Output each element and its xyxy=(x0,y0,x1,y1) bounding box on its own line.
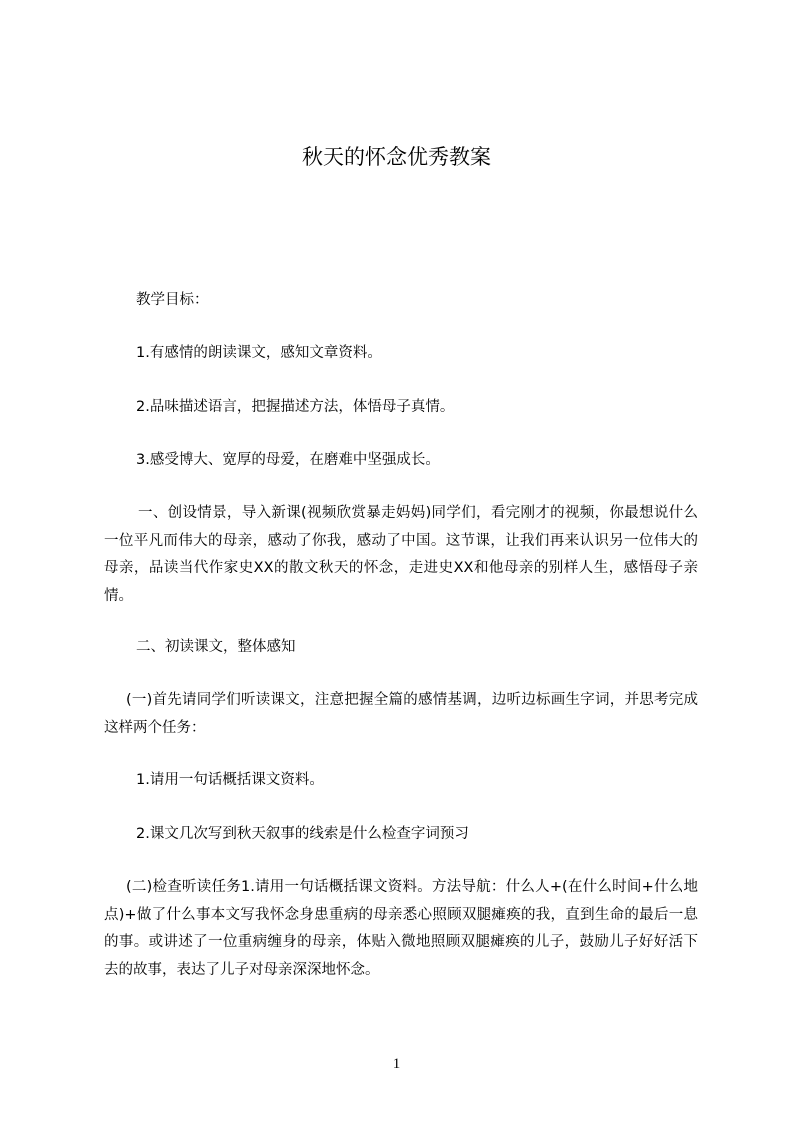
section-two-paragraph: (一)首先请同学们听读课文，注意把握全篇的感情基调，边听边标画生字词，并思考完成这样两个任务： xyxy=(104,692,698,736)
objectives-heading: 教学目标： xyxy=(136,292,209,308)
objective-item: 3.感受博大、宽厚的母爱，在磨难中坚强成长。 xyxy=(136,452,440,468)
section-two-detail-paragraph: (二)检查听读任务1.请用一句话概括课文资料。方法导航：什么人+(在什么时间+什么地点)+做了什么事本文写我怀念身患重病的母亲悉心照顾双腿瘫痪的我，直到生命的最后一息的事。或讲述了一位重病缠身的母亲，体贴入微地照顾双腿瘫痪的儿子，鼓励儿子好好活下去的故事，表达了儿子对母亲深深地怀念。 xyxy=(104,879,698,978)
objective-item: 1.有感情的朗读课文，感知文章资料。 xyxy=(136,345,382,361)
page-number: 1 xyxy=(392,1056,401,1072)
section-one-paragraph: 一、创设情景，导入新课(视频欣赏暴走妈妈)同学们，看完刚才的视频，你最想说什么一位平凡而伟大的母亲，感动了你我，感动了中国。这节课，让我们再来认识另一位伟大的母亲，品读当代作家史XX的散文秋天的怀念，走进史XX和他母亲的别样人生，感悟母子亲情。 xyxy=(104,505,698,604)
task-item: 2.课文几次写到秋天叙事的线索是什么检查字词预习 xyxy=(136,826,469,842)
section-two-heading: 二、初读课文，整体感知 xyxy=(136,639,296,655)
objective-item: 2.品味描述语言，把握描述方法，体悟母子真情。 xyxy=(136,399,455,415)
task-item: 1.请用一句话概括课文资料。 xyxy=(136,772,324,788)
document-title: 秋天的怀念优秀教案 xyxy=(302,145,491,169)
